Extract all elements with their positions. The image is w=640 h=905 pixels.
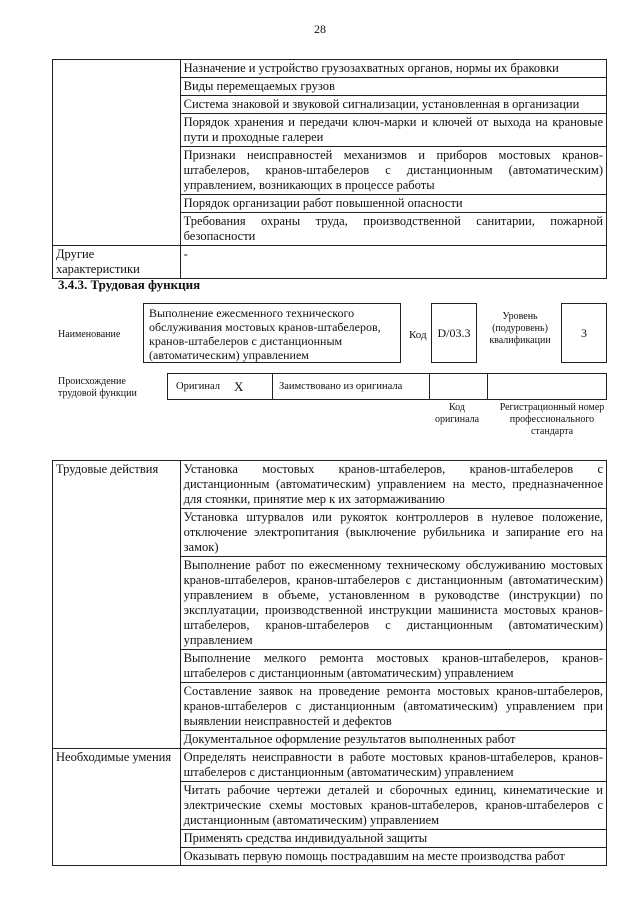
function-code-box: D/03.3 <box>431 303 477 363</box>
registration-number-caption: Регистрационный номер профессионального стандарта <box>499 402 605 437</box>
actions-label: Трудовые действия <box>53 461 181 749</box>
action-item: Составление заявок на проведение ремонта мостовых кранов-штабелеров, кранов-штабелеров с дистанционным (автоматическим) управлением при выявлении неисправностей и дефектов <box>180 683 606 731</box>
action-item: Документальное оформление результатов выполненных работ <box>180 731 606 749</box>
action-item: Выполнение мелкого ремонта мостовых кранов-штабелеров, кранов-штабелеров с дистанционным (автоматическим) управлением <box>180 650 606 683</box>
origin-row <box>167 373 607 400</box>
knowledge-item: Порядок организации работ повышенной опасности <box>180 195 606 213</box>
function-name-box: Выполнение ежесменного технического обслуживания мостовых кранов-штабелеров, кранов-штабелеров с дистанционным (автоматическим) управлением <box>143 303 401 363</box>
code-label: Код <box>409 329 427 341</box>
skill-item: Читать рабочие чертежи деталей и сборочных единиц, кинематические и электрические схемы мостовых кранов-штабелеров, кранов-штабелеров с дистанционным (автоматическим) управлением <box>180 782 606 830</box>
original-code-cell <box>430 374 488 399</box>
qualification-level-label: Уровень (подуровень) квалификации <box>489 311 551 346</box>
table-row <box>53 60 607 78</box>
original-mark: X <box>234 378 244 394</box>
knowledge-label-cell <box>53 60 181 246</box>
actions-table <box>52 460 607 866</box>
table-row <box>53 749 607 782</box>
skills-label: Необходимые умения <box>53 749 181 866</box>
action-item: Установка мостовых кранов-штабелеров, кранов-штабелеров с дистанционным (автоматическим) управлением на место, предназначенное для стоянки, принятие мер к их затормаживанию <box>180 461 606 509</box>
action-item: Выполнение работ по ежесменному техническому обслуживанию мостовых кранов-штабелеров, кранов-штабелеров с дистанционным (автоматическим) управлением в объеме, установленном в руководстве (инструкции) по эксплуатации, производственной инструкции машиниста мостовых кранов-штабелеров, кранов-штабелеров с дистанционным (автоматическим) управлением <box>180 557 606 650</box>
borrowed-label: Заимствовано из оригинала <box>273 374 430 399</box>
action-item: Установка штурвалов или рукояток контроллеров в нулевое положение, отключение электропитания (выключение рубильника и запирание его на замок) <box>180 509 606 557</box>
knowledge-item: Требования охраны труда, производственной санитарии, пожарной безопасности <box>180 213 606 246</box>
section-title: 3.4.3. Трудовая функция <box>58 277 201 292</box>
original-label: Оригинал <box>176 381 220 392</box>
original-cell <box>168 374 273 399</box>
origin-label: Происхождение трудовой функции <box>58 376 137 399</box>
registration-number-cell <box>488 374 606 399</box>
knowledge-item: Порядок хранения и передачи ключ-марки и ключей от выхода на крановые пути и проходные галереи <box>180 114 606 147</box>
other-characteristics-value: - <box>180 246 606 279</box>
skill-item: Оказывать первую помощь пострадавшим на месте производства работ <box>180 848 606 866</box>
knowledge-table <box>52 59 607 279</box>
knowledge-item: Виды перемещаемых грузов <box>180 78 606 96</box>
other-characteristics-label: Другие характеристики <box>53 246 181 279</box>
name-label: Наименование <box>58 329 121 340</box>
knowledge-item: Признаки неисправностей механизмов и приборов мостовых кранов-штабелеров, кранов-штабелеров с дистанционным (автоматическим) управлением, возникающих в процессе работы <box>180 147 606 195</box>
table-row <box>53 246 607 279</box>
table-row <box>53 461 607 509</box>
knowledge-item: Система знаковой и звуковой сигнализации, установленная в организации <box>180 96 606 114</box>
knowledge-item: Назначение и устройство грузозахватных органов, нормы их браковки <box>180 60 606 78</box>
qualification-level-box: 3 <box>561 303 607 363</box>
skill-item: Определять неисправности в работе мостовых кранов-штабелеров, кранов-штабелеров с дистанционным (автоматическим) управлением <box>180 749 606 782</box>
original-code-caption: Код оригинала <box>434 402 480 425</box>
page-number: 28 <box>314 22 326 36</box>
skill-item: Применять средства индивидуальной защиты <box>180 830 606 848</box>
